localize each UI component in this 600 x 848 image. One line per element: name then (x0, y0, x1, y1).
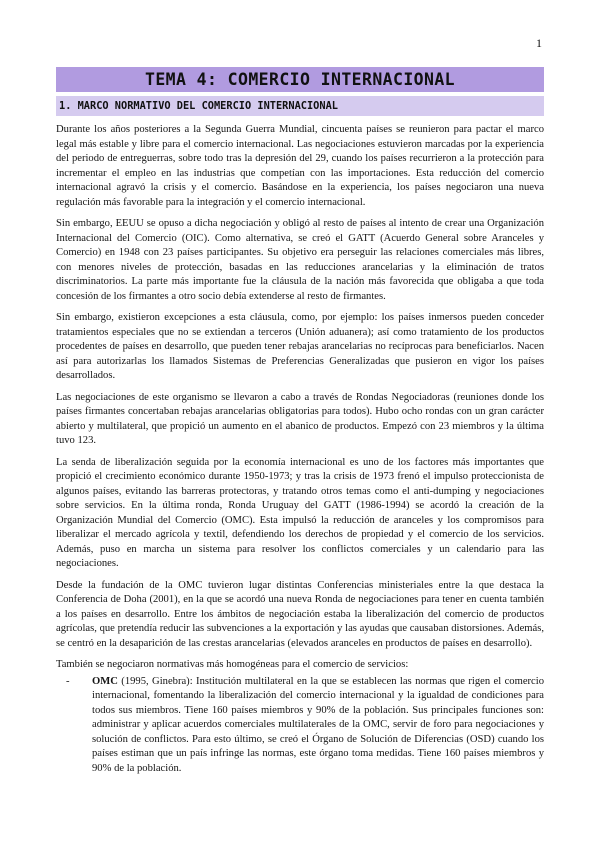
document-body (56, 123, 544, 776)
paragraph: Sin embargo, EEUU se opuso a dicha negociación y obligó al resto de países al intento de crear una Organización Internacional del Comercio (OIC). Como alternativa, se creó el GATT (Acuerdo General sobre Aranceles y Comercio) en 1948 con 23 países participantes. Su objetivo era perseguir las relaciones comerciales más libres, con menores niveles de protección, basadas en las reducciones arancelarias y la eliminación de tratos discriminatorios. La parte más importante fue la cláusula de la nación más favorecida que obligaba a que toda concesión de los firmantes a otro socio debía extenderse al resto de firmantes. (56, 218, 544, 302)
paragraph: Durante los años posteriores a la Segunda Guerra Mundial, cincuenta países se reunieron para pactar el marco legal más estable y libre para el comercio internacional. Las negociaciones estuvieron marcadas por la experiencia del periodo de entreguerras, sobre todo tras la depresión del 29, cuando los países recurrieron a la protección para incrementar el empleo en las industrias que competían con las importaciones. Esta reducción del comercio internacional agravó la crisis y el comercio. Basándose en la experiencia, los países negociaron una nueva regulación más favorable para la integración y el comercio internacional. (56, 124, 544, 208)
page-number: 1 (536, 36, 542, 50)
bullet-dash: - (66, 675, 70, 687)
paragraph: Las negociaciones de este organismo se llevaron a cabo a través de Rondas Negociadoras (reuniones donde los países firmantes concertaban rebajas arancelarias obligatorias para todos). Hubo ocho rondas con un gran carácter abierto y multilateral, que propició un aumento en el abanico de productos. Empezó con 23 miembros y la última tuvo 123. (56, 391, 544, 446)
bullet-text: (1995, Ginebra): Institución multilateral en la que se establecen las normas que rigen el comercio internacional, fomentando la liberalización del comercio internacional y la igualdad de condiciones para todos sus miembros. Tiene 160 países miembros y 90% de la población. Sus principales funciones son: administrar y aplicar acuerdos comerciales multilaterales de la OMC, servir de foro para negociaciones y solución de conflictos. Para esto último, se creó el Órgano de Solución de Diferencias (OSD) cuando los países estiman que un país infringe las normas, este órgano toma medidas. Tiene 160 países miembros y 90% de la población. (92, 675, 544, 774)
title-banner (56, 67, 544, 92)
paragraph: Desde la fundación de la OMC tuvieron lugar distintas Conferencias ministeriales entre la que destaca la Conferencia de Doha (2001), en la que se acordó una nueva Ronda de negociaciones para tener en cuenta también a los países en desarrollo. Entre los ámbitos de negociación estaba la liberalización del comercio de productos agrícolas, que pretendía reducir las subvenciones a la exportación y las ayudas que causaban distorsiones. Además, se centró en la desaparición de las crestas arancelarias (elevados aranceles en productos de países en desarrollo). (56, 579, 544, 649)
list-intro: También se negociaron normativas más homogéneas para el comercio de servicios: (56, 659, 409, 670)
paragraph: Sin embargo, existieron excepciones a esta cláusula, como, por ejemplo: los países inmersos pueden conceder tratamientos especiales que no se extiendan a terceros (Unión aduanera); así como tratamiento de los productos procedentes de países en desarrollo, que pueden tener rebajas arancelarias no recíprocas para beneficiarlos. Nacen así para autorizarlas los llamados Sistemas de Preferencias Generalizadas que pusieron en vigor los países desarrollados. (56, 312, 544, 381)
section-banner (56, 96, 544, 116)
document-title: TEMA 4: COMERCIO INTERNACIONAL (144, 70, 455, 89)
paragraph: La senda de liberalización seguida por la economía internacional es uno de los factores más importantes que propició el crecimiento económico durante 1950-1973; y tras la crisis de 1973 frenó el impulso proteccionista de algunos países, evitando las barreras protectoras, y tratando otros temas como el anti-dumping y negociaciones sobre servicios. En la última ronda, Ronda Uruguay del GATT (1986-1994) se acordó la creación de la Organización Mundial del Comercio (OMC). Esta impulsó la reducción de aranceles y los compromisos para liberalizar el mercado agrícola y textil, defendiendo los derechos de propiedad y el comercio de los servicios. Además, puso en marcha un sistema para resolver los conflictos comerciales y un calendario para las negociaciones. (56, 456, 544, 569)
list-item (56, 675, 544, 777)
section-heading: 1. MARCO NORMATIVO DEL COMERCIO INTERNACIONAL (59, 100, 338, 112)
bullet-term: OMC (92, 675, 118, 687)
